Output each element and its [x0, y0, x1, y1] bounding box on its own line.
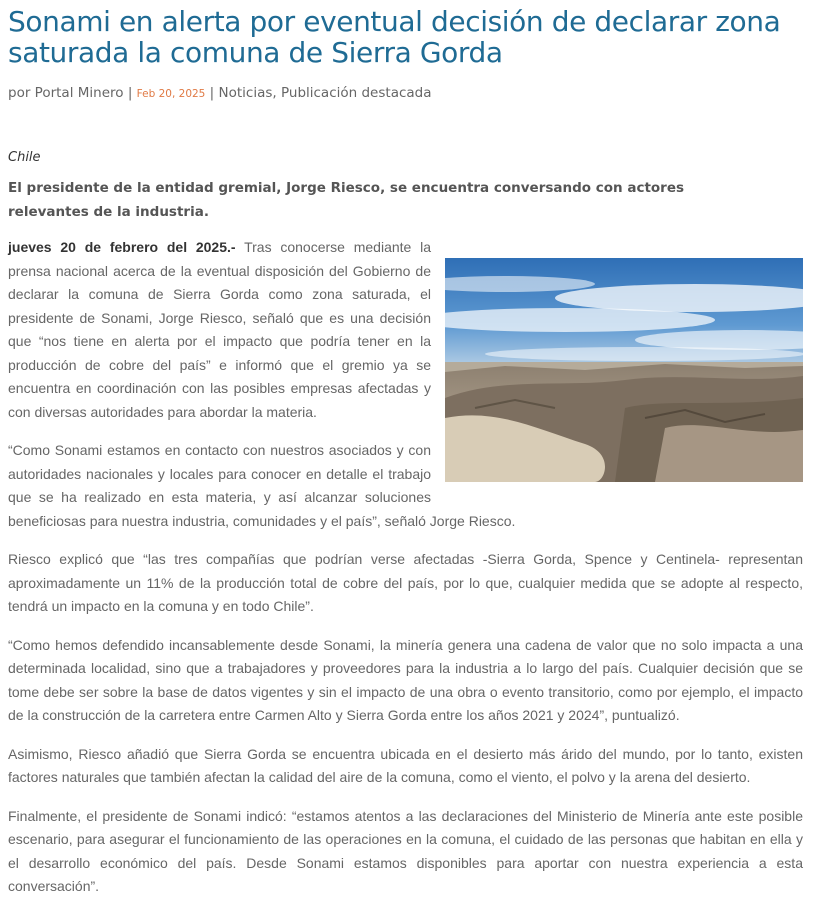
meta-separator: |	[123, 85, 137, 101]
category-comma: ,	[272, 85, 281, 101]
post-meta	[8, 83, 803, 103]
paragraph-6: Finalmente, el presidente de Sonami indicó: “estamos atentos a las declaraciones del Ministerio de Minería ante este posible escenario, para asegurar el funcionamiento de las operaciones en la comuna, el cuidado de las personas que habitan en ella y el desarrollo económico del país. Desde Sonami estamos disponibles para aportar con nuestra experiencia a esta conversación”.	[8, 807, 803, 894]
paragraph-3: Riesco explicó que “las tres compañías que podrían verse afectadas -Sierra Gorda, Spence y Centinela- representan aproximadamente un 11% de la producción total de cobre del país, por lo que, cualquier medida que se adopte al respecto, tendrá un impacto en la comuna y en todo Chile”.	[8, 551, 803, 614]
category-link-noticias[interactable]: Noticias	[218, 85, 273, 101]
author-link[interactable]: Portal Minero	[34, 85, 124, 101]
article	[8, 0, 803, 894]
paragraph-5: Asimismo, Riesco añadió que Sierra Gorda se encuentra ubicada en el desierto más árido del mundo, por lo tanto, existen factores naturales que también afectan la calidad del aire de la comuna, como el viento, el polvo y la arena del desierto.	[8, 745, 803, 785]
post-date: Feb 20, 2025	[136, 88, 206, 100]
paragraph-2: “Como Sonami estamos en contacto con nuestros asociados y con autoridades nacionales y locales para conocer en detalle el trabajo que se ha realizado en esta materia, y así alcanzar soluciones beneficiosas para nuestra industria, comunidades y el país”, señaló Jorge Riesco.	[8, 442, 516, 529]
article-title: Sonami en alerta por eventual decisión de declarar zona saturada la comuna de Sierra Gorda	[8, 5, 781, 69]
country-tag: Chile	[8, 150, 41, 165]
category-link-destacada[interactable]: Publicación destacada	[280, 85, 432, 101]
article-body	[8, 236, 803, 914]
desert-landscape-image	[445, 258, 803, 482]
paragraph-1-text: Tras conocerse mediante la prensa nacional acerca de la eventual disposición del Gobierno de declarar la comuna de Sierra Gorda como zona saturada, el presidente de Sonami, Jorge Riesco, señaló que es una decisión que “nos tiene en alerta por el impacto que podría tener en la producción de cobre del país” e informó que el gremio ya se encuentra en coordinación con las posibles empresas afectadas y con diversas autoridades para abordar la materia.	[8, 239, 431, 420]
paragraph-4: “Como hemos defendido incansablemente desde Sonami, la minería genera una cadena de valor que no solo impacta a una determinada localidad, sino que a trabajadores y proveedores para la industria a lo largo del país. Cualquier decisión que se tome debe ser sobre la base de datos vigentes y sin el impacto de una obra o evento transitorio, como por ejemplo, el impacto de la construcción de la carretera entre Carmen Alto y Sierra Gorda entre los años 2021 y 2024”, puntualizó.	[8, 636, 803, 723]
dateline: jueves 20 de febrero del 2025.-	[8, 239, 236, 255]
article-lead: El presidente de la entidad gremial, Jorge Riesco, se encuentra conversando con actores relevantes de la industria.	[8, 180, 685, 220]
meta-separator: |	[205, 85, 219, 101]
author-prefix: por	[8, 85, 35, 101]
